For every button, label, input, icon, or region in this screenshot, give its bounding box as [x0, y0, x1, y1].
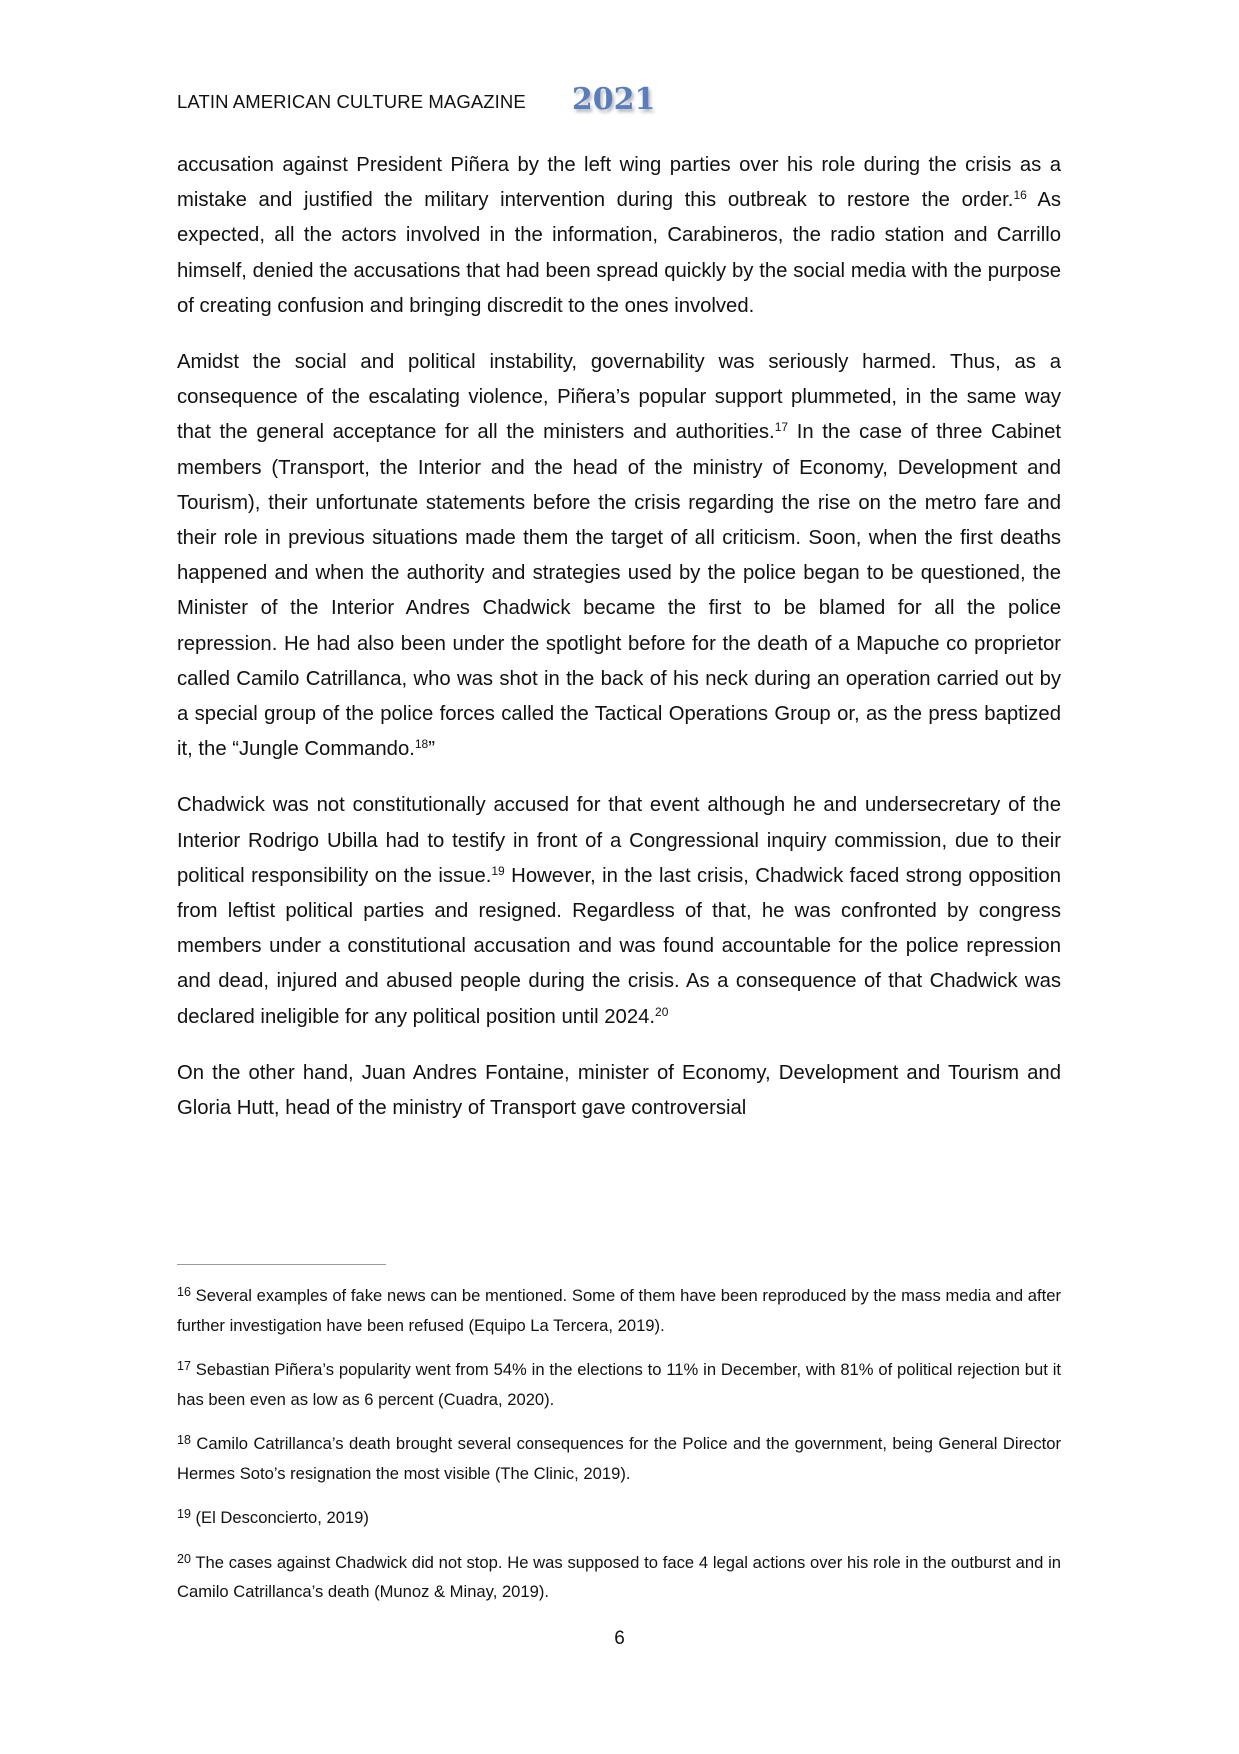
paragraph-text: ”	[428, 738, 435, 761]
footnote	[177, 1355, 1061, 1414]
paragraph	[177, 788, 1061, 1034]
footnote-reference[interactable]: 16	[1013, 188, 1027, 203]
magazine-year: 2021	[571, 82, 656, 117]
paragraph-text: However, in the last crisis, Chadwick faced strong opposition from leftist political parties and resigned. Regardless of that, he was confronted by congress members under a constitutional accusation and was found accountable for the police repression and dead, injured and abused people during the crisis. As a consequence of that Chadwick was declared ineligible for any political position until 2024.	[177, 864, 1061, 1028]
paragraph-text: In the case of three Cabinet members (Transport, the Interior and the head of the ministry of Economy, Development and Tourism), their unfortunate statements before the crisis regarding the rise on the metro fare and their role in previous situations made them the target of all criticism. Soon, when the first deaths happened and when the authority and strategies used by the police began to be questioned, the Minister of the Interior Andres Chadwick became the first to be blamed for all the police repression. He had also been under the spotlight before for the death of a Mapuche co proprietor called Camilo Catrillanca, who was shot in the back of his neck during an operation carried out by a special group of the police forces called the Tactical Operations Group or, as the press baptized it, the “Jungle Commando.	[177, 421, 1061, 761]
page-number: 6	[614, 1628, 625, 1649]
footnote-separator	[177, 1264, 386, 1265]
footnote-number: 17	[177, 1359, 191, 1373]
footnote-reference[interactable]: 19	[491, 863, 505, 878]
article-body	[177, 148, 1061, 1126]
paragraph-text: Amidst the social and political instability, governability was seriously harmed. Thus, as a consequence of the escalating violence, Piñera’s popular support plummeted, in the same way that the general acceptance for all the ministers and authorities.	[177, 351, 1061, 444]
paragraph-text: Chadwick was not constitutionally accused for that event although he and undersecretary of the Interior Rodrigo Ubilla had to testify in front of a Congressional inquiry commission, due to their political responsibility on the issue.	[177, 794, 1061, 887]
footnote	[177, 1503, 1061, 1533]
footnote-reference[interactable]: 17	[774, 420, 789, 435]
footnote-reference[interactable]: 18	[414, 737, 429, 752]
footnote-text: Sebastian Piñera’s popularity went from 54% in the elections to 11% in December, with 81% of political rejection but it has been even as low as 6 percent (Cuadra, 2020).	[177, 1360, 1061, 1409]
footnote-text: The cases against Chadwick did not stop. He was supposed to face 4 legal actions over his role in the outburst and in Camilo Catrillanca’s death (Munoz & Minay, 2019).	[177, 1552, 1061, 1601]
footnote-text: Several examples of fake news can be mentioned. Some of them have been reproduced by the mass media and after further investigation have been refused (Equipo La Tercera, 2019).	[177, 1286, 1061, 1335]
footnote	[177, 1429, 1061, 1488]
footnote	[177, 1281, 1061, 1340]
paragraph	[177, 148, 1061, 324]
footnotes	[177, 1281, 1061, 1622]
page-header	[177, 80, 655, 120]
paragraph-text: On the other hand, Juan Andres Fontaine, minister of Economy, Development and Tourism and Gloria Hutt, head of the ministry of Transport gave controversial	[177, 1061, 1061, 1120]
footnote-text: Camilo Catrillanca’s death brought several consequences for the Police and the government, being General Director Hermes Soto’s resignation the most visible (The Clinic, 2019).	[177, 1434, 1061, 1483]
footnote	[177, 1548, 1061, 1607]
paragraph-text: accusation against President Piñera by the left wing parties over his role during the crisis as a mistake and justified the military intervention during this outbreak to restore the order.	[177, 154, 1061, 212]
paragraph	[177, 345, 1061, 767]
magazine-title: LATIN AMERICAN CULTURE MAGAZINE	[177, 90, 526, 112]
footnote-reference[interactable]: 20	[655, 1004, 669, 1019]
footnote-text: (El Desconcierto, 2019)	[190, 1508, 369, 1527]
footnote-number: 19	[177, 1507, 191, 1521]
footnote-number: 20	[177, 1551, 191, 1566]
paragraph-text: As expected, all the actors involved in the information, Carabineros, the radio station and Carrillo himself, denied the accusations that had been spread quickly by the social media with the purpose of creating confusion and bringing discredit to the ones involved.	[177, 189, 1061, 317]
footnote-number: 18	[177, 1433, 191, 1447]
paragraph	[177, 1056, 1061, 1126]
footnote-number: 16	[177, 1285, 191, 1299]
